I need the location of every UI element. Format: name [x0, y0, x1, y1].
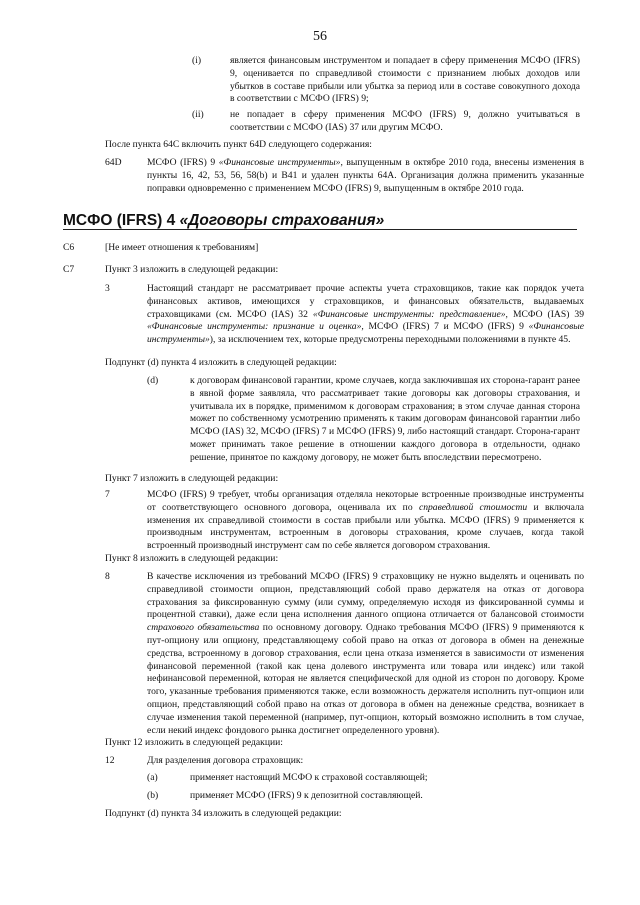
page-number: 56: [313, 29, 327, 44]
paragraph-3-text: Настоящий стандарт не рассматривает прочие аспекты учета страховщиков, такие как порядок учета финансовых активов, имеющихся у страховщиков, и финансовых обязательств, выдаваемых страховщиками (см. МСФО (IAS) 32 «Финансовые инструменты: представление», МСФО (IAS) 39 «Финансовые инструменты: признание и оценка», МСФО (IFRS) 7 и МСФО (IFRS) 9 «Финансовые инструменты»), за исключением тех, которые предусмотрены переходными положениями в пункте 45.: [147, 283, 585, 346]
paragraph-8-label: 8: [105, 571, 110, 582]
paragraph-64d-label: 64D: [105, 157, 122, 168]
c7-text: Пункт 3 изложить в следующей редакции:: [105, 264, 279, 275]
after-64c-instruction: После пункта 64С включить пункт 64D следующего содержания:: [105, 139, 372, 150]
p12-item-a-text: применяет настоящий МСФО к страховой составляющей;: [190, 772, 428, 783]
sub4d-label: (d): [147, 375, 159, 386]
p12-item-b-label: (b): [147, 790, 159, 801]
item-i-text: является финансовым инструментом и попадает в сферу применения МСФО (IFRS) 9, оценивается по справедливой стоимости с признанием любых доходов или убытков в составе прибыли или убытка за период или в составе совокупного дохода в соответствии с МСФО (IFRS) 9;: [230, 55, 580, 105]
item-i-label: (i): [192, 55, 202, 66]
paragraph-3-label: 3: [105, 283, 110, 294]
section-heading: МСФО (IFRS) 4 «Договоры страхования»: [63, 212, 385, 229]
sub4d-instruction: Подпункт (d) пункта 4 изложить в следующей редакции:: [105, 357, 337, 368]
c6-text: [Не имеет отношения к требованиям]: [105, 242, 259, 253]
heading-rule: [63, 229, 577, 230]
p8-instruction: Пункт 8 изложить в следующей редакции:: [105, 553, 279, 564]
p12-instruction: Пункт 12 изложить в следующей редакции:: [105, 737, 283, 748]
p12-item-b-text: применяет МСФО (IFRS) 9 к депозитной составляющей.: [190, 790, 423, 801]
sub34d-instruction: Подпункт (d) пункта 34 изложить в следующей редакции:: [105, 808, 342, 819]
item-ii-label: (ii): [192, 109, 204, 120]
paragraph-12-label: 12: [105, 755, 115, 766]
paragraph-12-text: Для разделения договора страховщик:: [147, 755, 304, 766]
c6-label: C6: [63, 242, 75, 253]
p7-instruction: Пункт 7 изложить в следующей редакции:: [105, 473, 279, 484]
paragraph-8-text: В качестве исключения из требований МСФО (IFRS) 9 страховщику не нужно выделять и оценивать по справедливой стоимости опцион, представляющий собой право держателя на отказ от договора страхования за фиксированную сумму (или сумму, определяемую исходя из фиксированной суммы и процентной ставки), даже если цена исполнения данного опциона отличается от балансовой стоимости страхового обязательства по основному договору. Однако требования МСФО (IFRS) 9 применяются к пут-опциону или опциону, представляющему собой право на отказ от договора в обмен на денежные средства, встроенному в договор страхования, если цена отказа изменяется в зависимости от изменения финансовой переменной (такой как цена долевого инструмента или товара или индекс) или такой нефинансовой переменной, которая не является специфической для одной из сторон по договору. Кроме того, указанные требования применяются также, если возможность держателя исполнить пут-опцион или опцион, представляющий собой право на отказ от договора в обмен на денежные средства, возникает в случае изменения такой переменной (например, пут-опцион, который возможно исполнить в том случае, если некий индекс фондового рынка достигнет определенного уровня).: [147, 571, 584, 736]
item-ii-text: не попадает в сферу применения МСФО (IFRS) 9, должно учитываться в соответствии с МСФО (IAS) 37 или другим МСФО.: [230, 109, 580, 133]
p12-item-a-label: (a): [147, 772, 158, 783]
sub4d-text: к договорам финансовой гарантии, кроме случаев, когда заключившая их сторона-гарант ранее в явной форме заявляла, что рассматривает такие договоры как договоры страхования, и учитывала их в порядке, применимом к договорам страхования; в этом случае данная сторона может по собственному усмотрению применять к таким договорам финансовой гарантии либо МСФО (IAS) 32, МСФО (IFRS) 7 и МСФО (IFRS) 9, либо настоящий стандарт. Сторона-гарант может принимать такое решение в отношении каждого договора в отдельности, однако решение, принятое по каждому договору, не может быть впоследствии пересмотрено.: [190, 375, 580, 463]
paragraph-7-text: МСФО (IFRS) 9 требует, чтобы организация отделяла некоторые встроенные производные инструменты от соответствующего основного договора, оценивала их по справедливой стоимости и включала изменения их справедливой стоимости в состав прибыли или убытка. МСФО (IFRS) 9 применяется к производным инструментам, встроенным в договоры страхования, кроме случаев, когда такой встроенный производный инструмент сам по себе является договором страхования.: [147, 489, 584, 552]
c7-label: C7: [63, 264, 75, 275]
paragraph-64d-text: МСФО (IFRS) 9 «Финансовые инструменты», выпущенным в октябре 2010 года, внесены изменения в пункты 16, 42, 53, 56, 58(b) и B41 и удален пункты 64А. Организация должна применить указанные поправки одновременно с применением МСФО (IFRS) 9, выпущенным в октябре 2010 года.: [147, 157, 584, 194]
paragraph-7-label: 7: [105, 489, 110, 500]
